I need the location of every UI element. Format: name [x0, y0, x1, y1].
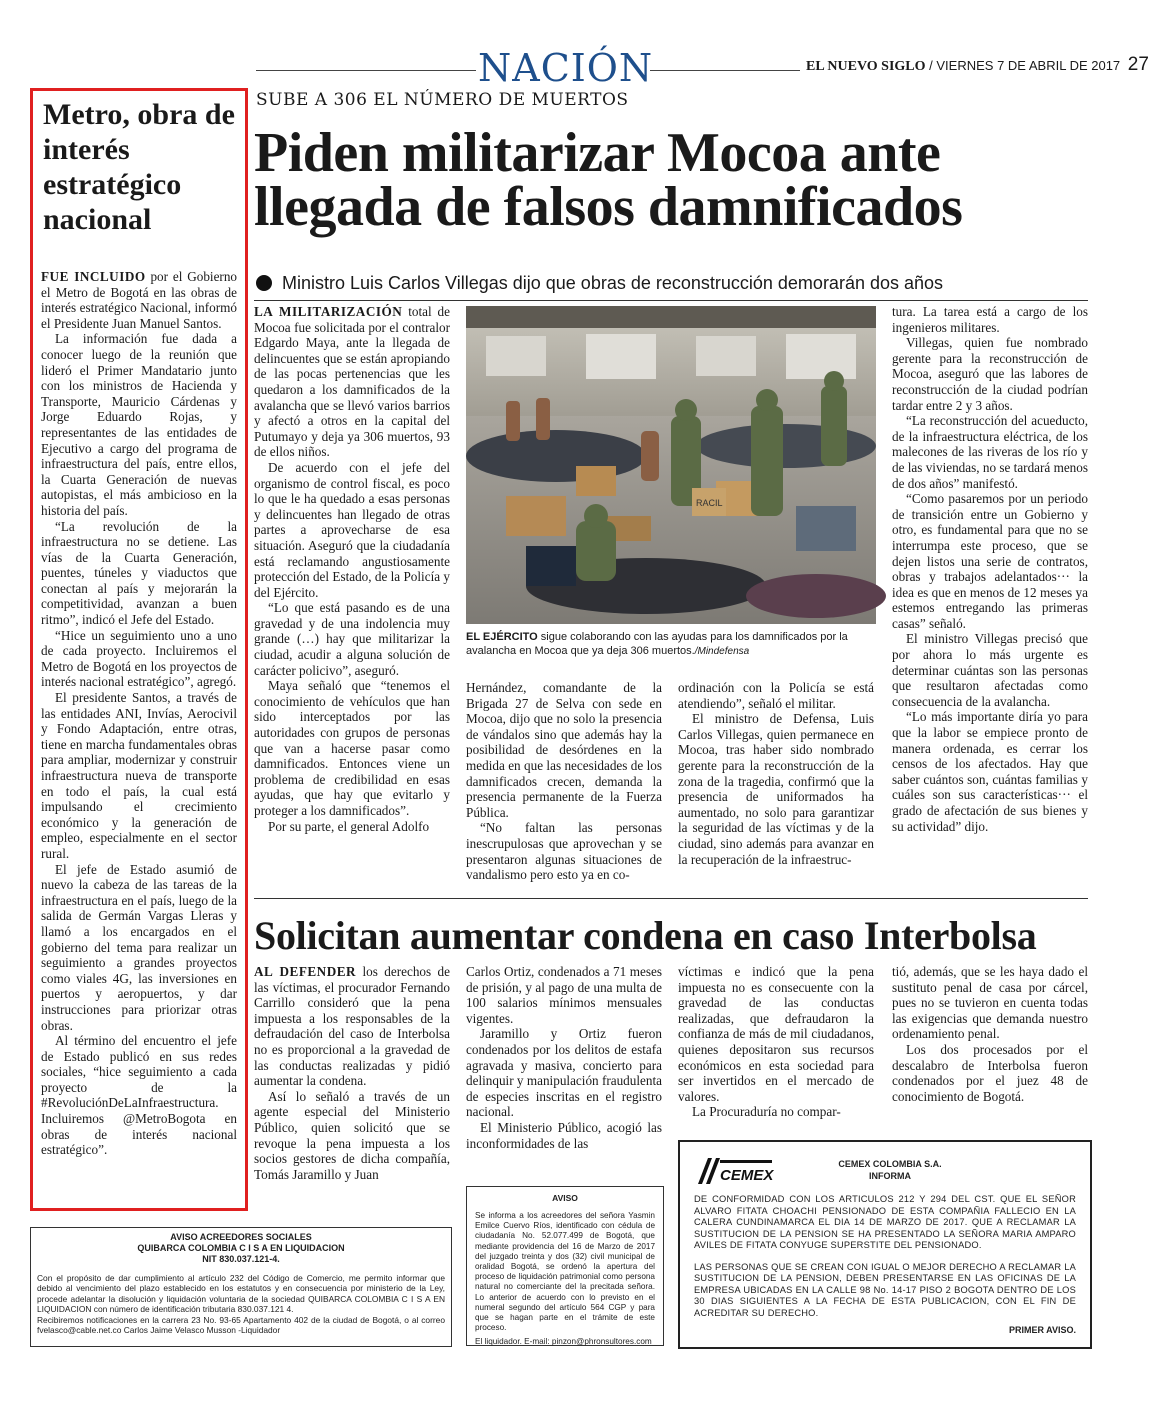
sidebar-paragraph: “La revolución de la infraestructura no se detiene. Las vías de la Cuarta Generación, puentes, túneles y viaductos que conectan al país y mejorarán la competitividad, avanzan a buen ritmo”, indicó el Jefe del Estado.: [41, 518, 237, 628]
news-photo: [466, 306, 876, 624]
second-paragraph: Jaramillo y Ortiz fueron condenados por los delitos de estafa agravada y masiva, concierto para delinquir y manipulación fraudulenta de especies inscritas en el registro nacional.: [466, 1026, 662, 1120]
main-paragraph: “Lo que está pasando es de una gravedad y de una indolencia muy grande (…) hay que militarizar la ciudad, acudir a alguna solución de carácter policivo”, aseguró.: [254, 600, 450, 678]
main-paragraph: “Como pasaremos por un periodo de transición entre un Gobierno y otro, es fundamental para que no se interrumpa este proceso, que se dejen listos una serie de contratos, obras y trabajos adelantados··· la idea es que en menos de 12 meses ya estemos entregando las primeras casas” señaló.: [892, 491, 1088, 631]
subhead: Ministro Luis Carlos Villegas dijo que obras de reconstrucción demorarán dos años: [256, 273, 943, 294]
sidebar-paragraph: El presidente Santos, a través de las entidades ANI, Invías, Aerocivil y Fondo Adaptación, entre otras, tiene en marcha fundamentales obras para ampliar, modernizar y construir infraestructura nueva de transporte en todo el país, la cual está impulsando el crecimiento económico y la generación de empleo, especialmente en el sector rural.: [41, 690, 237, 861]
sidebar-headline: Metro, obra de interés estratégico nacional: [43, 98, 235, 236]
section-title: NACIÓN: [478, 46, 654, 90]
main-paragraph: tura. La tarea está a cargo de los ingenieros militares.: [892, 304, 1088, 335]
main-column-3: [678, 680, 874, 867]
notice-aviso: [466, 1186, 664, 1346]
notice-acreedores: [30, 1227, 452, 1347]
second-lead-word: AL DEFENDER: [254, 964, 357, 979]
second-paragraph: Así lo señaló a través de un agente especial del Ministerio Público, quien solicitó que se revoque la pena impuesta a los socios gestores de dicha compañía, Tomás Jaramillo y Juan: [254, 1088, 450, 1182]
main-paragraph: “La reconstrucción del acueducto, de la infraestructura eléctrica, de los malecones de las riveras de los río y de las viviendas, no se tardará menos de dos años” manifestó.: [892, 413, 1088, 491]
caption-lead: EL EJÉRCITO: [466, 631, 538, 643]
second-paragraph: El Ministerio Público, acogió las inconformidades de las: [466, 1119, 662, 1151]
second-paragraph: La Procuraduría no compar-: [692, 1104, 841, 1120]
subhead-rule: [254, 300, 1088, 301]
main-headline: Piden militarizar Mocoa ante llegada de falsos damnificados: [254, 122, 963, 238]
cemex-logo: [696, 1156, 776, 1186]
photo-illustration: [466, 306, 876, 624]
main-column-4: [892, 304, 1088, 834]
sidebar-paragraph: El jefe de Estado asumió de nuevo la cabeza de las tareas de la infraestructura en el país, luego de la salida de Germán Vargas Lleras y llamó a los encargados en el gobierno del tema para realizar un seguimiento a grandes proyectos como viales 4G, las inversiones en puertos y aeropuertos, y dar instrucciones para priorizar otras obras.: [41, 861, 237, 1033]
paper-name: EL NUEVO SIGLO: [806, 59, 926, 74]
main-paragraph: Hernández, comandante de la Brigada 27 de Selva con sede en Mocoa, dijo que no solo la presencia de vándalos sino que además hay la posibilidad de desórdenes en la medida en que las necesidades de los damnificados crecen, demanda la presencia permanente de la Fuerza Pública.: [466, 680, 662, 820]
notice-body: DE CONFORMIDAD CON LOS ARTICULOS 212 Y 294 DEL CST. QUE EL SEÑOR ALVARO FITATA CHOACHI PENSIONADO DE ESTA COMPAÑIA FALLECIO EN LA CALERA CUNDINAMARCA EL DIA 14 DE MARZO DE 2017. QUE A RECLAMAR LA SUSTITUCION DE LA PENSION SE HA PRESENTADO LA SEÑORA MARIA AMPARO AVILES DE FITATA CONYUGE SUPERSTITE DEL PENSIONADO. LAS PERSONAS QUE SE CREAN CON IGUAL O MEJOR DERECHO A RECLAMAR LA SUSTITUCION DE LA PENSION, DEBEN PRESENTARSE EN LAS OFICINAS DE LA EMPRESA UBICADAS EN LA CALLE 98 No. 14-17 PISO 2 BOGOTA DENTRO DE LOS 30 DIAS SIGUIENTES A LA FECHA DE ESTA PUBLICACION, CON EL FIN DE ACREDITAR SU DERECHO.: [694, 1194, 1076, 1318]
main-paragraph: El ministro de Defensa, Luis Carlos Villegas, quien permanece en Mocoa, tras haber sido nombrado gerente para la reconstrucción de la zona de la tragedia, confirmó que la presencia de uniformados ha aumentado, no solo para garantizar la seguridad de las víctimas y de la ciudad, sino además para avanzar en la recuperación de la infraestruc-: [678, 711, 874, 867]
photo-caption: EL EJÉRCITO sigue colaborando con las ayudas para los damnificados por la avalancha en Mocoa que ya deja 306 muertos./Mindefensa: [466, 631, 848, 657]
notice-footer: El liquidador. E-mail: pinzon@phronsultores.com: [475, 1337, 652, 1347]
box-label: RACIL: [696, 498, 723, 508]
masthead-rule-right: [650, 70, 800, 71]
folio: EL NUEVO SIGLO / VIERNES 7 DE ABRIL DE 2017 27: [806, 54, 1149, 75]
main-paragraph: El ministro Villegas precisó que por ahora lo más urgente es determinar cuántas son las personas que resultaron afectadas como consecuencia de la avalancha.: [892, 631, 1088, 709]
sidebar-paragraph: FUE INCLUIDO por el Gobierno el Metro de Bogotá en las obras de interés estratégico Nacional, informó el Presidente Juan Manuel Santos.: [41, 269, 238, 331]
main-paragraph: ordinación con la Policía se está atendiendo”, señaló el militar.: [678, 680, 874, 711]
sidebar-paragraph: La información fue dada a conocer luego de la reunión que lideró el Primer Mandatario junto con los ministros de Hacienda y Transporte, Mauricio Cárdenas y Jorge Eduardo Rojas, y representantes de las entidades de Ejecutivo a cargo del programa de infraestructura del país, entre ellos, la Cuarta Generación de nuevas autopistas, el más ambicioso en la historia del país.: [41, 331, 237, 518]
bullet-icon: [256, 275, 272, 291]
sidebar-paragraph: Al término del encuentro el jefe de Estado publicó en sus redes sociales, “hice seguimiento a cada proyecto de la #RevoluciónDeLaInfraestructura. Incluiremos @MetroBogota en obras de interés nacional estratégico”.: [41, 1033, 237, 1158]
second-column-1: [254, 964, 450, 1182]
second-paragraph: tió, además, que se les haya dado el sustituto penal de casa por cárcel, pues no se tuvieron en cuenta todas las exigencias que demanda nuestro ordenamiento penal.: [892, 964, 1088, 1042]
second-paragraph: Carlos Ortiz, condenados a 71 meses de prisión, y al pago de una multa de 100 salarios mínimos mensuales vigentes.: [466, 964, 662, 1026]
notice-header: AVISO ACREEDORES SOCIALES QUIBARCA COLOMBIA C I S A EN LIQUIDACION NIT 830.037.121-4.: [137, 1232, 345, 1264]
main-paragraph: Villegas, quien fue nombrado gerente para la reconstrucción de Mocoa, aseguró que las labores de reconstrucción de la ciudad podrían tardar entre 2 y 3 años.: [892, 335, 1088, 413]
sidebar-body: [41, 269, 237, 1158]
notice-body: Se informa a los acreedores del señora Yasmin Emilce Cuervo Ríos, identificado con cédula de ciudadanía No. 52.077.499 de Bogotá, que mediante providencia del 16 de Marzo de 2017 del juzgado treinta y dos (32) civil municipal de oralidad Bogotá, se ordenó la apertura del proceso de liquidación patrimonial como persona natural no comerciante del la precitada señora. Lo anterior de acuerdo con lo previsto en el numeral segundo del artículo 564 CGP y para que se hagan parte en el trámite de este proceso.: [475, 1211, 655, 1333]
main-paragraph: Maya señaló que “tenemos el conocimiento de vehículos que han sido interceptados por las autoridades con grupos de personas que van a hacerse pasar como damnificados. Entonces viene un problema de credibilidad en esas ayudas, que hay que evitarlo y proteger a los damnificados”.: [254, 678, 450, 818]
second-headline: Solicitan aumentar condena en caso Interbolsa: [254, 913, 1037, 958]
photo-credit: /Mindefensa: [694, 646, 750, 657]
kicker: SUBE A 306 EL NÚMERO DE MUERTOS: [256, 90, 629, 110]
main-paragraph: LA MILITARIZACIÓN total de Mocoa fue solicitada por el contralor Edgardo Maya, ante la llegada de delincuentes que se están apropiando de las pocas pertenencias que les quedaron a los damnificados de la avalancha que se llevó varios barrios y afectó a otros en la capital del Putumayo y deja ya 306 muertos, 93 de ellos niños.: [254, 304, 451, 460]
second-paragraph: Los dos procesados por el descalabro de Interbolsa fueron condenados por el juez 48 de conocimiento de Bogotá.: [892, 1041, 1088, 1104]
main-paragraph: Por su parte, el general Adolfo: [268, 818, 430, 834]
second-story-rule: [254, 898, 1088, 899]
main-column-2: [466, 680, 662, 883]
second-column-2: [466, 964, 662, 1151]
sidebar-paragraph: “Hice un seguimiento uno a uno de cada proyecto. Incluiremos el Metro de Bogotá en los proyectos de interés nacional estratégico”, agregó.: [41, 627, 237, 690]
second-column-3: [678, 964, 874, 1120]
main-column-1: [254, 304, 450, 834]
sidebar-lead-word: FUE INCLUIDO: [41, 269, 146, 284]
notice-company: CEMEX COLOMBIA S.A. INFORMA: [838, 1159, 942, 1181]
main-paragraph: “Lo más importante diría yo para que la labor se empiece pronto de manera ordenada, es cerrar los censos de los afectados. Hay que saber cuántos son, cuántas familias y cuáles son sus características··· el grado de afectación de sus bienes y su actividad” dijo.: [892, 709, 1088, 834]
second-paragraph: AL DEFENDER los derechos de las víctimas, el procurador Fernando Carrillo consideró que la pena impuesta a los responsables de la defraudación del caso de Interbolsa no es proporcional a la gravedad de las conductas realizadas y pidió aumentar la condena.: [254, 964, 450, 1089]
notice-cemex: [678, 1140, 1092, 1349]
notice-body: Con el propósito de dar cumplimiento al artículo 232 del Código de Comercio, me permito informar que debido al vencimiento del plazo establecido en los estatutos y en consecuencia por ministerio de la Ley, procede adelantar la disolución y liquidación voluntaria de la sociedad QUIBARCA COLOMBIA C I S A EN LIQUIDACION con número de identificación tributaria 830.037.121 4. Recibiremos notificaciones en la carrera 23 No. 93-65 Apartamento 402 de la ciudad de Bogotá, o al correo fvelasco@cable.net.co Carlos Jaime Velasco Musson -Liquidador: [37, 1273, 445, 1336]
issue-date: VIERNES 7 DE ABRIL DE 2017: [936, 58, 1121, 73]
page-number: 27: [1127, 54, 1149, 75]
main-paragraph: “No faltan las personas inescrupulosas que aprovechan y se presentaron algunas situaciones de vandalismo pero esto ya en co-: [466, 820, 662, 883]
sidebar-box: [30, 88, 248, 1211]
notice-title: AVISO: [552, 1193, 578, 1203]
main-lead-word: LA MILITARIZACIÓN: [254, 304, 403, 319]
svg-text:CEMEX: CEMEX: [720, 1167, 774, 1184]
main-paragraph: De acuerdo con el jefe del organismo de control fiscal, es poco lo que le ha quedado a esas personas y delincuentes han llegado de otras partes a aprovecharse de esa situación. Aseguró que la ciudadanía está reclamando angustiosamente protección del Estado, de la Policía y del Ejército.: [254, 459, 450, 600]
second-paragraph: víctimas e indicó que la pena impuesta no es consecuente con la gravedad de las conductas realizadas, que defraudaron la confianza de más de mil ciudadanos, quienes depositaron sus recursos económicos en esta sociedad para ser invertidos en el mercado de valores.: [678, 964, 874, 1104]
second-column-4: [892, 964, 1088, 1104]
masthead-rule-left: [256, 70, 476, 71]
notice-signature: PRIMER AVISO.: [1008, 1325, 1076, 1335]
